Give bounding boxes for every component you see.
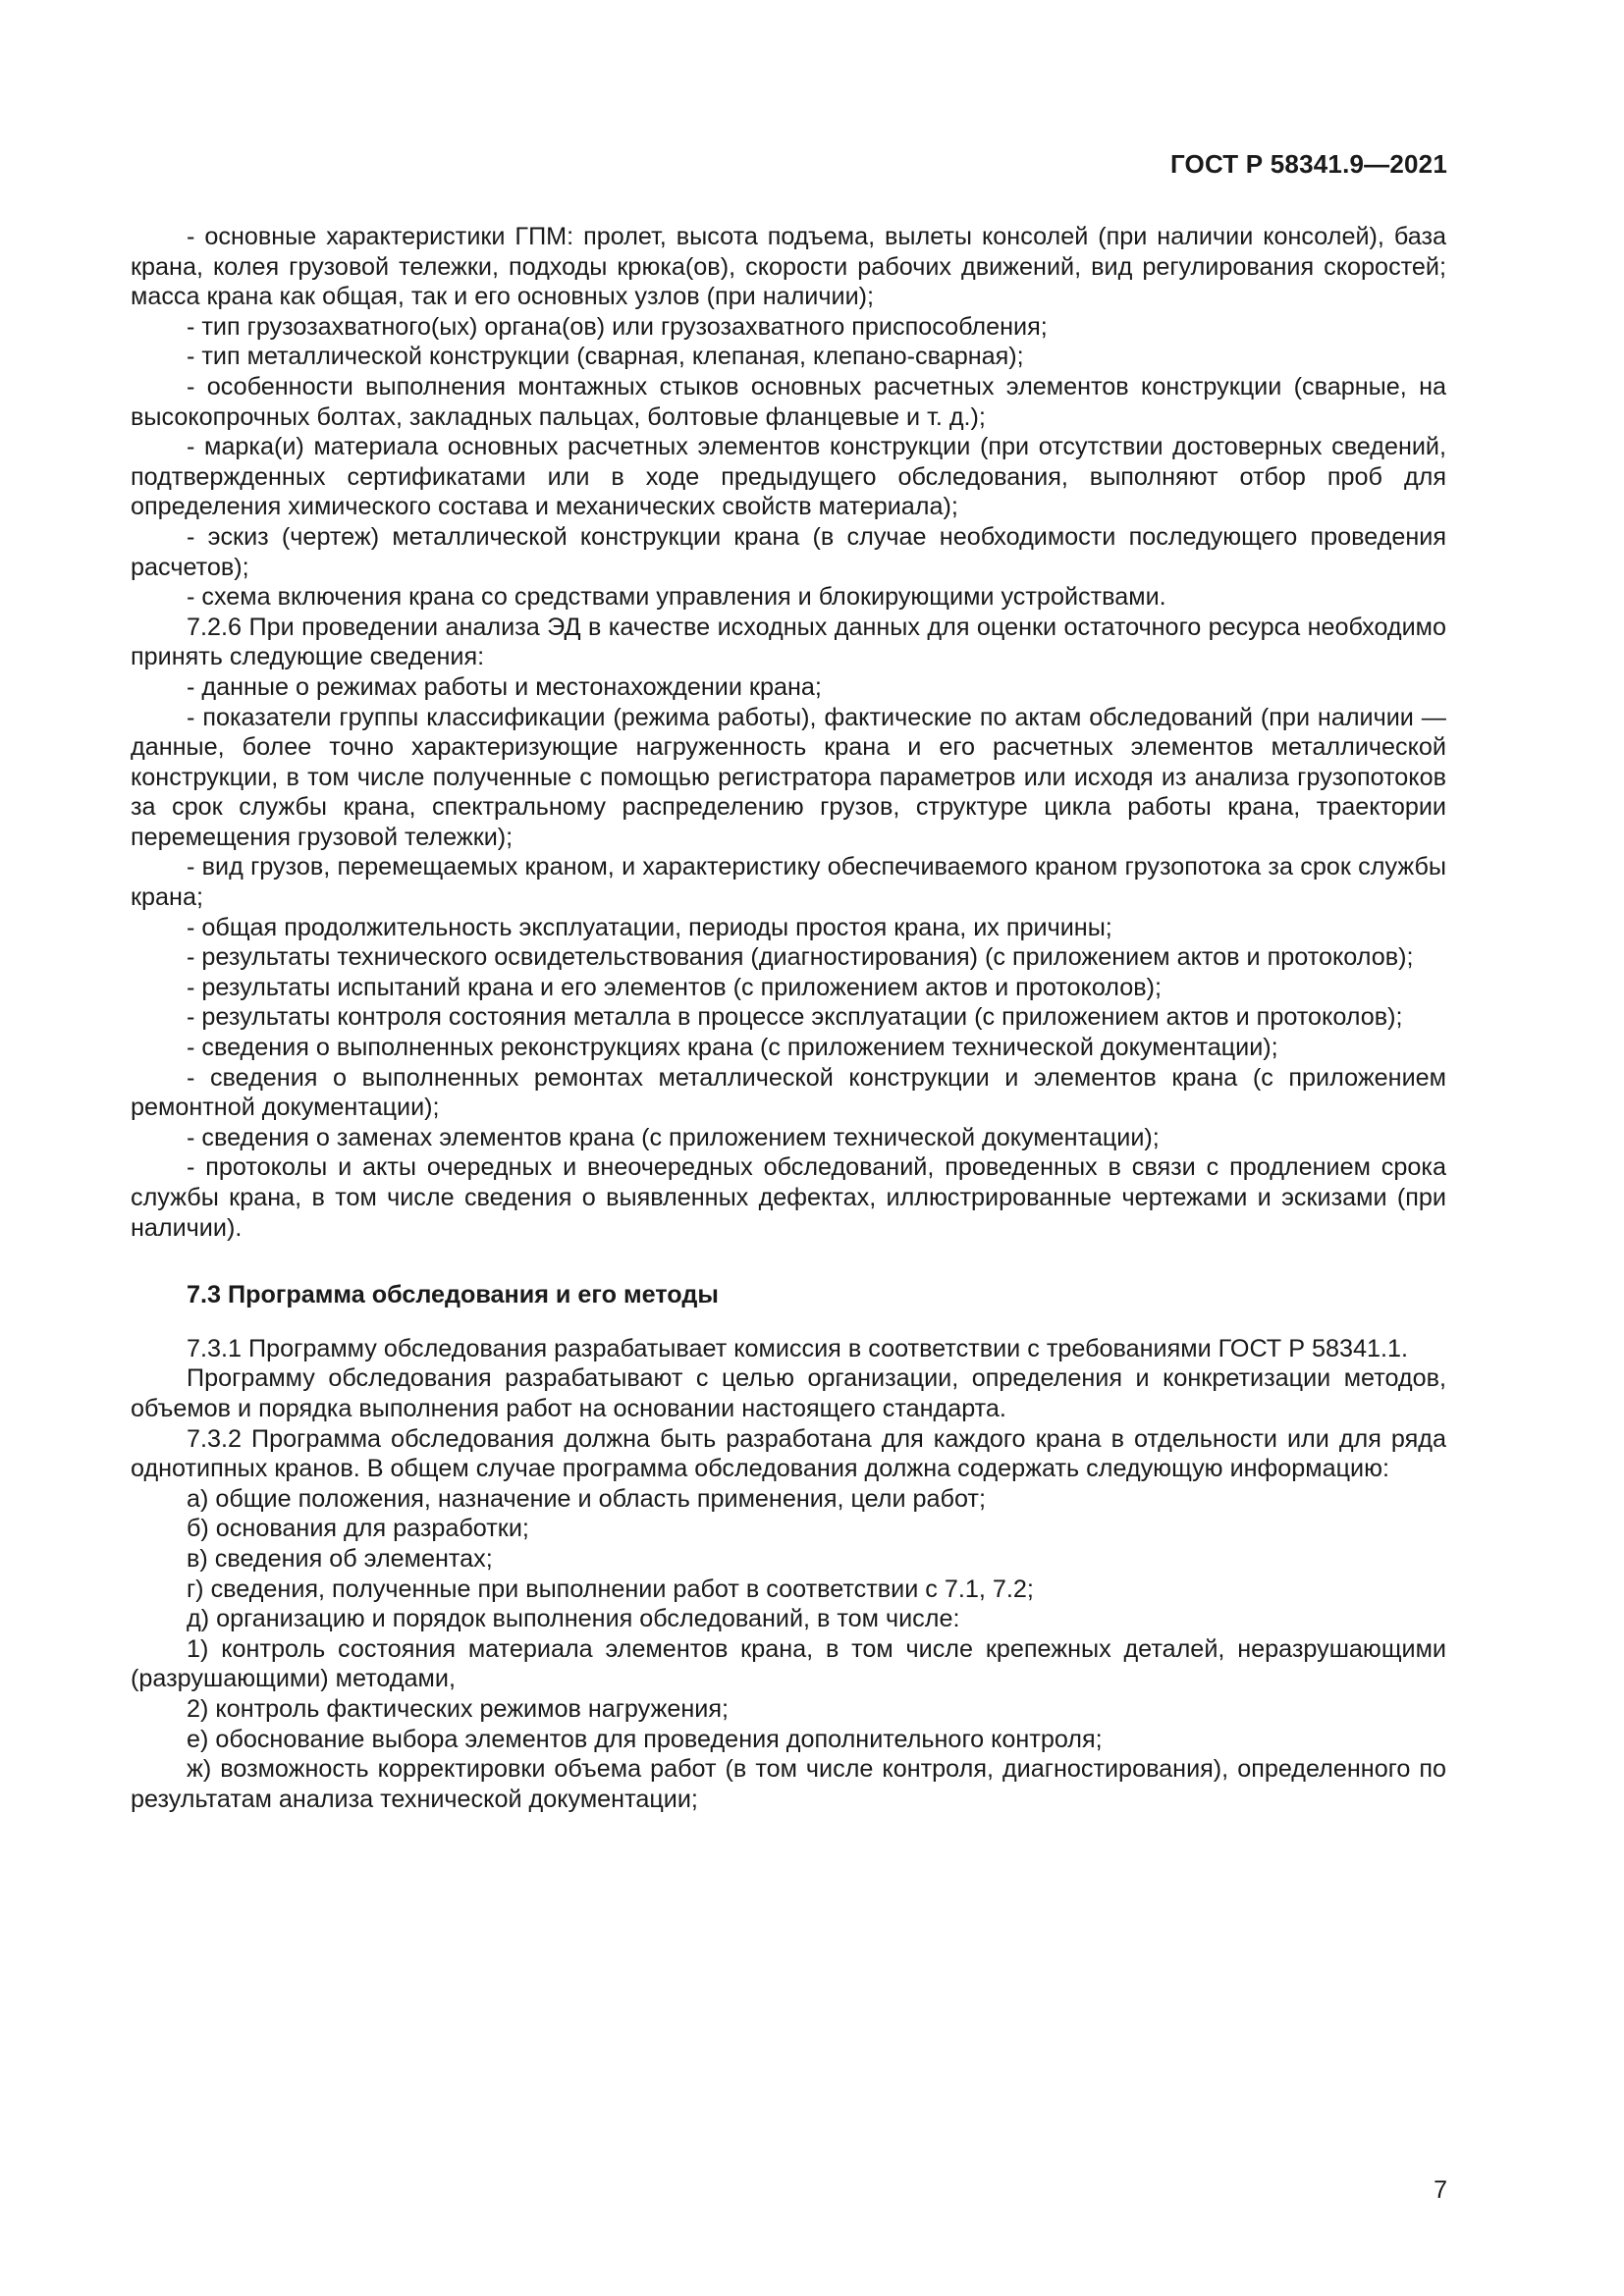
paragraph: - сведения о выполненных реконструкциях крана (с приложением технической документации); [187,1034,1278,1062]
list-item: 1) контроль состояния материала элементов крана, в том числе крепежных деталей, неразрушающими (разрушающими) методами, [131,1634,1446,1693]
paragraph: - результаты испытаний крана и его элементов (с приложением актов и протоколов); [187,973,1163,1001]
paragraph: - основные характеристики ГПМ: пролет, высота подъема, вылеты консолей (при наличии консолей), база крана, колея грузовой тележки, подходы крюка(ов), скорости рабочих движений, вид регулирования скоростей; масса крана как общая, так и его основных узлов (при наличии); [131,223,1446,311]
paragraph: - результаты технического освидетельствования (диагностирования) (с приложением актов и протоколов); [187,943,1414,972]
list-item: а) общие положения, назначение и область применения, цели работ; [187,1484,986,1513]
list-item: г) сведения, полученные при выполнении работ в соответствии с 7.1, 7.2; [187,1575,1034,1603]
section-7-3-body [131,1334,1446,1815]
paragraph: - тип металлической конструкции (сварная, клепаная, клепано-сварная); [187,343,1024,371]
paragraph: Программу обследования разрабатывают с целью организации, определения и конкретизации методов, объемов и порядка выполнения работ на основании настоящего стандарта. [131,1364,1446,1422]
paragraph: - показатели группы классификации (режима работы), фактические по актам обследований (при наличии — данные, более точно характеризующие нагруженность крана и его расчетных элементов металлической конструкции, в том числе полученные с помощью регистратора параметров или исходя из анализа грузопотоков за срок службы крана, спектральному распределению грузов, структуре цикла работы крана, траектории перемещения грузовой тележки); [131,703,1446,851]
paragraph: 7.3.1 Программу обследования разрабатывает комиссия в соответствии с требованиями ГОСТ Р 58341.1. [187,1334,1409,1362]
paragraph: - общая продолжительность эксплуатации, периоды простоя крана, их причины; [187,913,1112,941]
document-header-code: ГОСТ Р 58341.9—2021 [1169,149,1447,179]
paragraph: - тип грузозахватного(ых) органа(ов) или грузозахватного приспособления; [187,312,1048,341]
paragraph: - особенности выполнения монтажных стыков основных расчетных элементов конструкции (сварные, на высокопрочных болтах, закладных пальцах, болтовые фланцевые и т. д.); [131,372,1446,431]
paragraph: 7.2.6 При проведении анализа ЭД в качестве исходных данных для оценки остаточного ресурса необходимо принять следующие сведения: [131,613,1446,671]
section-heading-7-3: 7.3 Программа обследования и его методы [187,1281,719,1309]
document-body [131,222,1446,1814]
list-item: б) основания для разработки; [187,1515,529,1543]
paragraph: - результаты контроля состояния металла в процессе эксплуатации (с приложением актов и протоколов); [187,1003,1403,1032]
paragraph: 7.3.2 Программа обследования должна быть разработана для каждого крана в отдельности или для ряда однотипных кранов. В общем случае программа обследования должна содержать следующую информацию: [131,1424,1446,1483]
paragraph: - вид грузов, перемещаемых краном, и характеристику обеспечиваемого краном грузопотока за срок службы крана; [131,853,1446,912]
paragraph: - марка(и) материала основных расчетных элементов конструкции (при отсутствии достоверных сведений, подтвержденных сертификатами или в ходе предыдущего обследования, выполняют отбор проб для определения химического состава и механических свойств материала); [131,433,1446,521]
paragraph: - данные о режимах работы и местонахождении крана; [187,672,822,701]
list-item: 2) контроль фактических режимов нагружения; [187,1694,730,1723]
list-item: е) обоснование выбора элементов для проведения дополнительного контроля; [187,1725,1103,1753]
paragraph: - сведения о выполненных ремонтах металлической конструкции и элементов крана (с приложением ремонтной документации); [131,1063,1446,1122]
paragraph: - протоколы и акты очередных и внеочередных обследований, проведенных в связи с продлением срока службы крана, в том числе сведения о выявленных дефектах, иллюстрированные чертежами и эскизами (при наличии). [131,1153,1446,1242]
paragraph: - эскиз (чертеж) металлической конструкции крана (в случае необходимости последующего проведения расчетов); [131,522,1446,581]
page-number: 7 [1434,2176,1447,2204]
paragraph: - схема включения крана со средствами управления и блокирующими устройствами. [187,583,1166,612]
paragraph: - сведения о заменах элементов крана (с приложением технической документации); [187,1123,1160,1151]
list-item: ж) возможность корректировки объема работ (в том числе контроля, диагностирования), определенного по результатам анализа технической документации; [131,1755,1446,1813]
section-7-2-continuation [131,222,1446,1243]
list-item: д) организацию и порядок выполнения обследований, в том числе: [187,1605,960,1633]
list-item: в) сведения об элементах; [187,1544,493,1573]
